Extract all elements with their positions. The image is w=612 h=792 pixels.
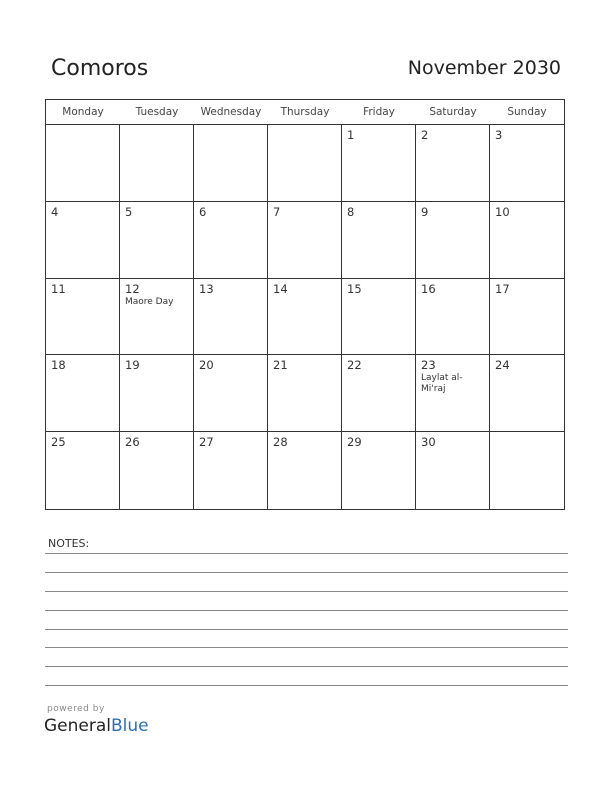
brand-general: General [44,716,111,736]
brand-blue: Blue [111,716,149,736]
day-cell [490,125,564,202]
notes-line [45,629,568,630]
day-cell [342,125,416,202]
day-cell [194,125,268,202]
day-number: 9 [421,204,429,219]
day-number: 11 [51,281,66,296]
day-cell [268,432,342,509]
notes-line [45,647,568,648]
day-cell [194,279,268,356]
day-cell [268,125,342,202]
day-cell [46,279,120,356]
country-title: Comoros [51,56,149,81]
day-cell [46,202,120,279]
notes-line [45,666,568,667]
day-number: 1 [347,128,355,142]
day-cell [490,279,564,356]
day-number: 25 [51,435,66,450]
powered-by-text: powered by [47,704,105,714]
day-cell [120,432,194,509]
holiday-label: Laylat al-Mi'raj [421,373,463,395]
day-number: 16 [421,281,436,296]
day-number: 28 [273,435,288,450]
day-cells [46,125,564,509]
day-number: 18 [51,358,66,373]
notes-label: NOTES: [48,537,90,550]
day-number: 21 [273,358,288,373]
weekday-header: Friday [363,106,395,118]
day-number: 7 [273,204,281,219]
weekday-header: Saturday [429,106,477,118]
day-cell [268,202,342,279]
weekday-header-row [46,100,564,125]
day-cell [194,355,268,432]
day-number: 24 [495,358,510,373]
day-number: 29 [347,435,362,450]
day-number: 5 [125,204,133,219]
day-cell [490,202,564,279]
day-cell [194,432,268,509]
day-cell [416,125,490,202]
day-number: 22 [347,358,362,373]
calendar-grid [45,99,565,510]
day-number: 23 [421,358,436,373]
day-cell [490,355,564,432]
day-cell [120,279,194,356]
day-number: 10 [495,204,510,219]
day-cell [194,202,268,279]
day-number: 30 [421,435,436,450]
weekday-header: Wednesday [200,106,262,118]
day-number: 17 [495,281,510,296]
day-cell [342,432,416,509]
weekday-header: Monday [62,106,104,118]
day-number: 13 [199,281,214,296]
generalblue-logo [44,716,149,736]
day-number: 2 [421,128,429,142]
weekday-header: Tuesday [135,106,179,118]
day-cell [120,355,194,432]
day-cell [416,279,490,356]
day-number: 15 [347,281,362,296]
day-number: 27 [199,435,214,450]
day-number: 3 [495,128,503,142]
notes-line [45,685,568,686]
day-number: 4 [51,204,59,219]
day-number: 19 [125,358,140,373]
day-cell [268,355,342,432]
month-year-title: November 2030 [407,57,561,79]
notes-line [45,553,568,554]
day-number: 14 [273,281,288,296]
day-cell [416,355,490,432]
day-cell [46,432,120,509]
day-cell [416,432,490,509]
day-cell [342,279,416,356]
day-cell [120,125,194,202]
day-cell [268,279,342,356]
day-number: 12 [125,281,140,296]
notes-line [45,591,568,592]
day-cell [46,355,120,432]
day-cell [342,355,416,432]
day-cell [120,202,194,279]
day-number: 20 [199,358,214,373]
notes-line [45,572,568,573]
day-cell [416,202,490,279]
weekday-header: Thursday [280,106,330,118]
notes-line [45,610,568,611]
day-number: 6 [199,204,207,219]
holiday-label: Maore Day [125,296,174,307]
day-cell [490,432,564,509]
day-cell [342,202,416,279]
day-number: 8 [347,204,355,219]
day-number: 26 [125,435,140,450]
weekday-header: Sunday [507,106,547,118]
day-cell [46,125,120,202]
